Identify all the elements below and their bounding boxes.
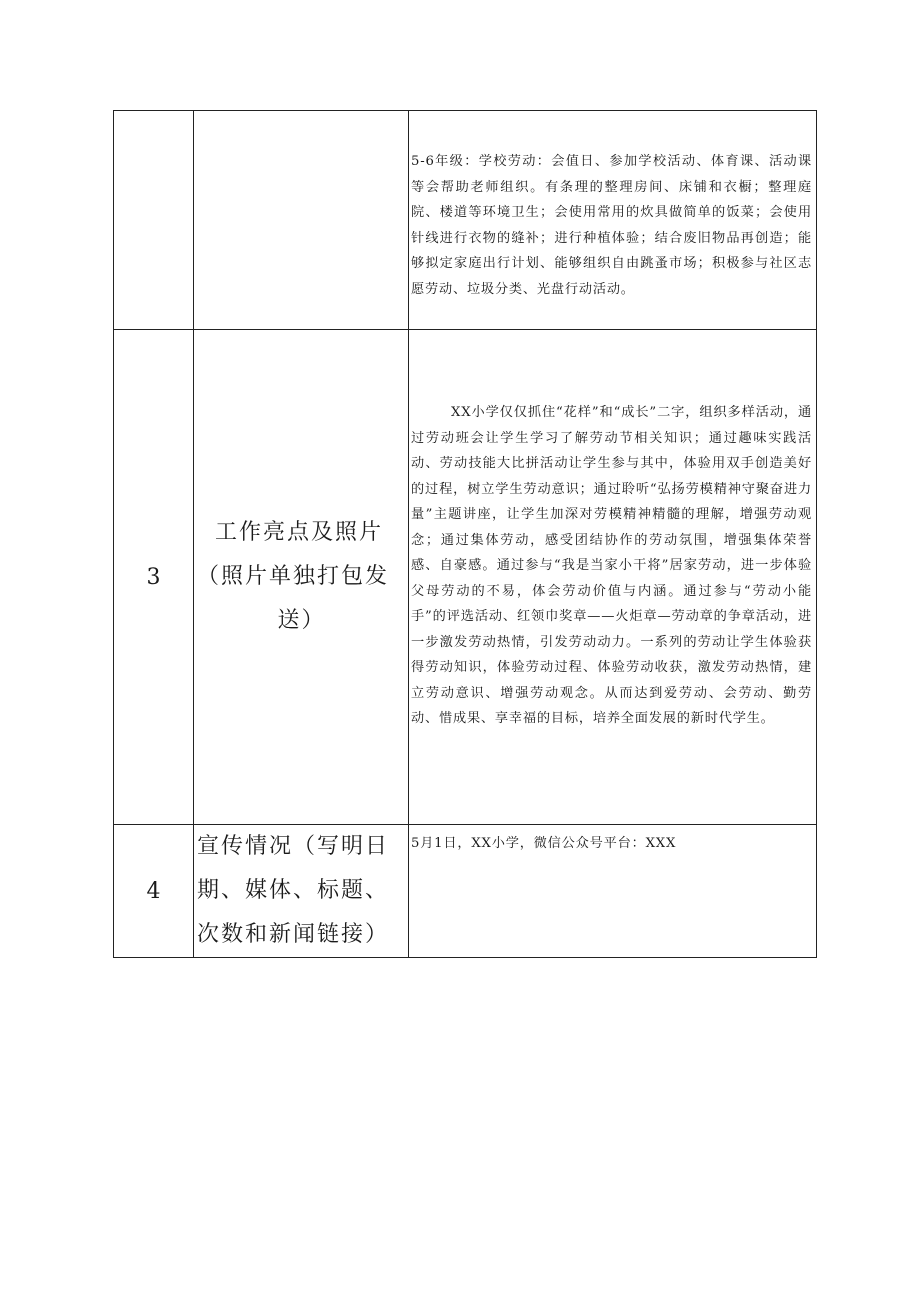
label-line-1: 工作亮点及照片 (215, 520, 384, 545)
label-line-1: 宣传情况（写明日 (197, 834, 390, 859)
grade-5-6-content-cell (409, 111, 817, 330)
row-number-cell (114, 111, 194, 330)
table-row-continued (114, 111, 817, 330)
label-line-3: 送） (277, 608, 326, 633)
table-row-3 (114, 330, 817, 825)
label-line-2: （照片单独打包发 (197, 564, 390, 589)
label-line-2: 期、媒体、标题、 (197, 878, 390, 903)
work-highlights-content-text: XX小学仅仅抓住“花样”和“成长”二字，组织多样活动，通过劳动班会让学生学习了解劳动节相关知识；通过趣味实践活动、劳动技能大比拼活动让学生参与其中，体验用双手创造美好的过程，树立学生劳动意识；通过聆听“弘扬劳模精神守聚奋进力量”主题讲座，让学生加深对劳模精神精髓的理解，增强劳动观念；通过集体劳动，感受团结协作的劳动氛围，增强集体荣誉感、自豪感。通过参与“我是当家小干将”居家劳动，进一步体验父母劳动的不易，体会劳动价值与内涵。通过参与“劳动小能手”的评选活动、红领巾奖章——火炬章—劳动章的争章活动，进一步激发劳动热情，引发劳动动力。一系列的劳动让学生体验获得劳动知识，体验劳动过程、体验劳动收获，激发劳动热情，建立劳动意识、增强劳动观念。从而达到爱劳动、会劳动、勤劳动、惜成果、享幸福的目标，培养全面发展的新时代学生。 (411, 405, 812, 726)
report-table (113, 110, 817, 958)
publicity-label (194, 825, 409, 958)
row-number-4: 4 (114, 825, 194, 958)
grade-5-6-content-text: 5-6年级：学校劳动：会值日、参加学校活动、体育课、活动课等会帮助老师组织。有条理的整理房间、床铺和衣橱；整理庭院、楼道等环境卫生；会使用常用的炊具做简单的饭菜；会使用针线进行衣物的缝补；进行种植体验；结合废旧物品再创造；能够拟定家庭出行计划、能够组织自由跳蚤市场；积极参与社区志愿劳动、垃圾分类、光盘行动活动。 (411, 154, 812, 297)
work-highlights-label (194, 330, 409, 825)
row-number-3: 3 (114, 330, 194, 825)
table-row-4 (114, 825, 817, 958)
work-highlights-content-cell (409, 330, 817, 825)
publicity-content-text: 5月1日，XX小学，微信公众号平台：XXX (411, 836, 677, 851)
label-line-3: 次数和新闻链接） (197, 922, 390, 947)
publicity-content-cell (409, 825, 817, 958)
row-label-cell (194, 111, 409, 330)
